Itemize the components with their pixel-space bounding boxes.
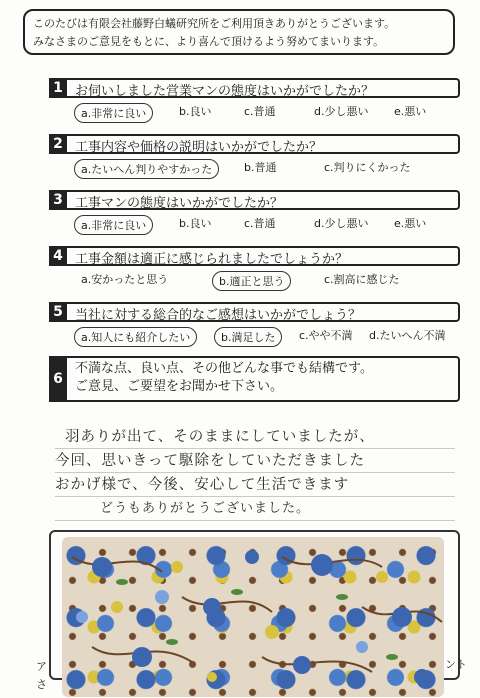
comment-line: おかげ様で、今後、安心して生活できます	[55, 477, 350, 493]
question-number: 4	[49, 246, 67, 266]
question-number: 2	[49, 134, 67, 154]
option[interactable]: d.少し悪い	[314, 105, 369, 118]
option-selected[interactable]: a.非常に良い	[74, 103, 153, 123]
options-row	[49, 322, 460, 346]
floral-fabric-overlay	[62, 537, 444, 697]
comment-line: 羽ありが出て、そのままにしていましたが、	[65, 429, 375, 445]
question-number: 5	[49, 302, 67, 322]
option[interactable]: c.やや不満	[299, 329, 353, 342]
option[interactable]: b.良い	[179, 105, 212, 118]
options-row	[49, 154, 460, 178]
intro-line-1: このたびは有限会社藤野白蟻研究所をご利用頂きありがとうございます。	[33, 17, 396, 30]
question-text: 当社に対する総合的なご感想はいかがでしょう？	[75, 308, 362, 323]
floral-pattern-icon	[62, 537, 444, 697]
option-selected[interactable]: a.知人にも紹介したい	[74, 327, 197, 347]
question-text: お伺いしました営業マンの態度はいかがでしたか？	[75, 84, 375, 99]
option-selected[interactable]: b.適正と思う	[212, 271, 291, 291]
question-5	[49, 302, 460, 346]
question-text: 工事マンの態度はいかがでしたか？	[75, 196, 284, 211]
comment-line: どうもありがとうございました。	[100, 501, 311, 516]
q6-line-1: 不満な点、良い点、その他どんな事でも結構です。	[75, 361, 373, 376]
cut-text: さ	[36, 678, 47, 691]
cut-text: ア	[36, 660, 47, 673]
question-6	[49, 356, 460, 406]
question-text: 工事金額は適正に感じられましたでしょうか？	[75, 252, 349, 267]
option-selected[interactable]: a.非常に良い	[74, 215, 153, 235]
option[interactable]: c.割高に感じた	[324, 273, 400, 286]
options-row	[49, 210, 460, 234]
option[interactable]: c.判りにくかった	[324, 161, 411, 174]
option[interactable]: d.少し悪い	[314, 217, 369, 230]
options-row	[49, 266, 460, 290]
question-3	[49, 190, 460, 234]
question-number: 3	[49, 190, 67, 210]
option[interactable]: c.普通	[244, 217, 276, 230]
option[interactable]: b.良い	[179, 217, 212, 230]
question-number: 1	[49, 78, 67, 98]
question-4	[49, 246, 460, 290]
option-selected[interactable]: b.満足した	[214, 327, 282, 347]
question-1	[49, 78, 460, 122]
question-number: 6	[49, 356, 67, 402]
cut-text: ント	[445, 658, 467, 671]
intro-line-2: みなさまのご意見をもとに、より喜んで頂けるよう努めてまいります。	[33, 35, 385, 48]
question-2	[49, 134, 460, 178]
options-row	[49, 98, 460, 122]
question-text: 工事内容や価格の説明はいかがでしたか？	[75, 140, 323, 155]
option[interactable]: c.普通	[244, 105, 276, 118]
option[interactable]: d.たいへん不満	[369, 329, 446, 342]
option[interactable]: a.安かったと思う	[81, 273, 169, 286]
option[interactable]: e.悪い	[394, 105, 427, 118]
question-text	[75, 360, 373, 396]
intro-box	[23, 9, 455, 55]
option-selected[interactable]: a.たいへん判りやすかった	[74, 159, 219, 179]
option[interactable]: e.悪い	[394, 217, 427, 230]
option[interactable]: b.普通	[244, 161, 277, 174]
q6-line-2: ご意見、ご要望をお聞かせ下さい。	[75, 379, 284, 394]
comment-line: 今回、思いきって駆除をしていただきました	[55, 453, 365, 469]
